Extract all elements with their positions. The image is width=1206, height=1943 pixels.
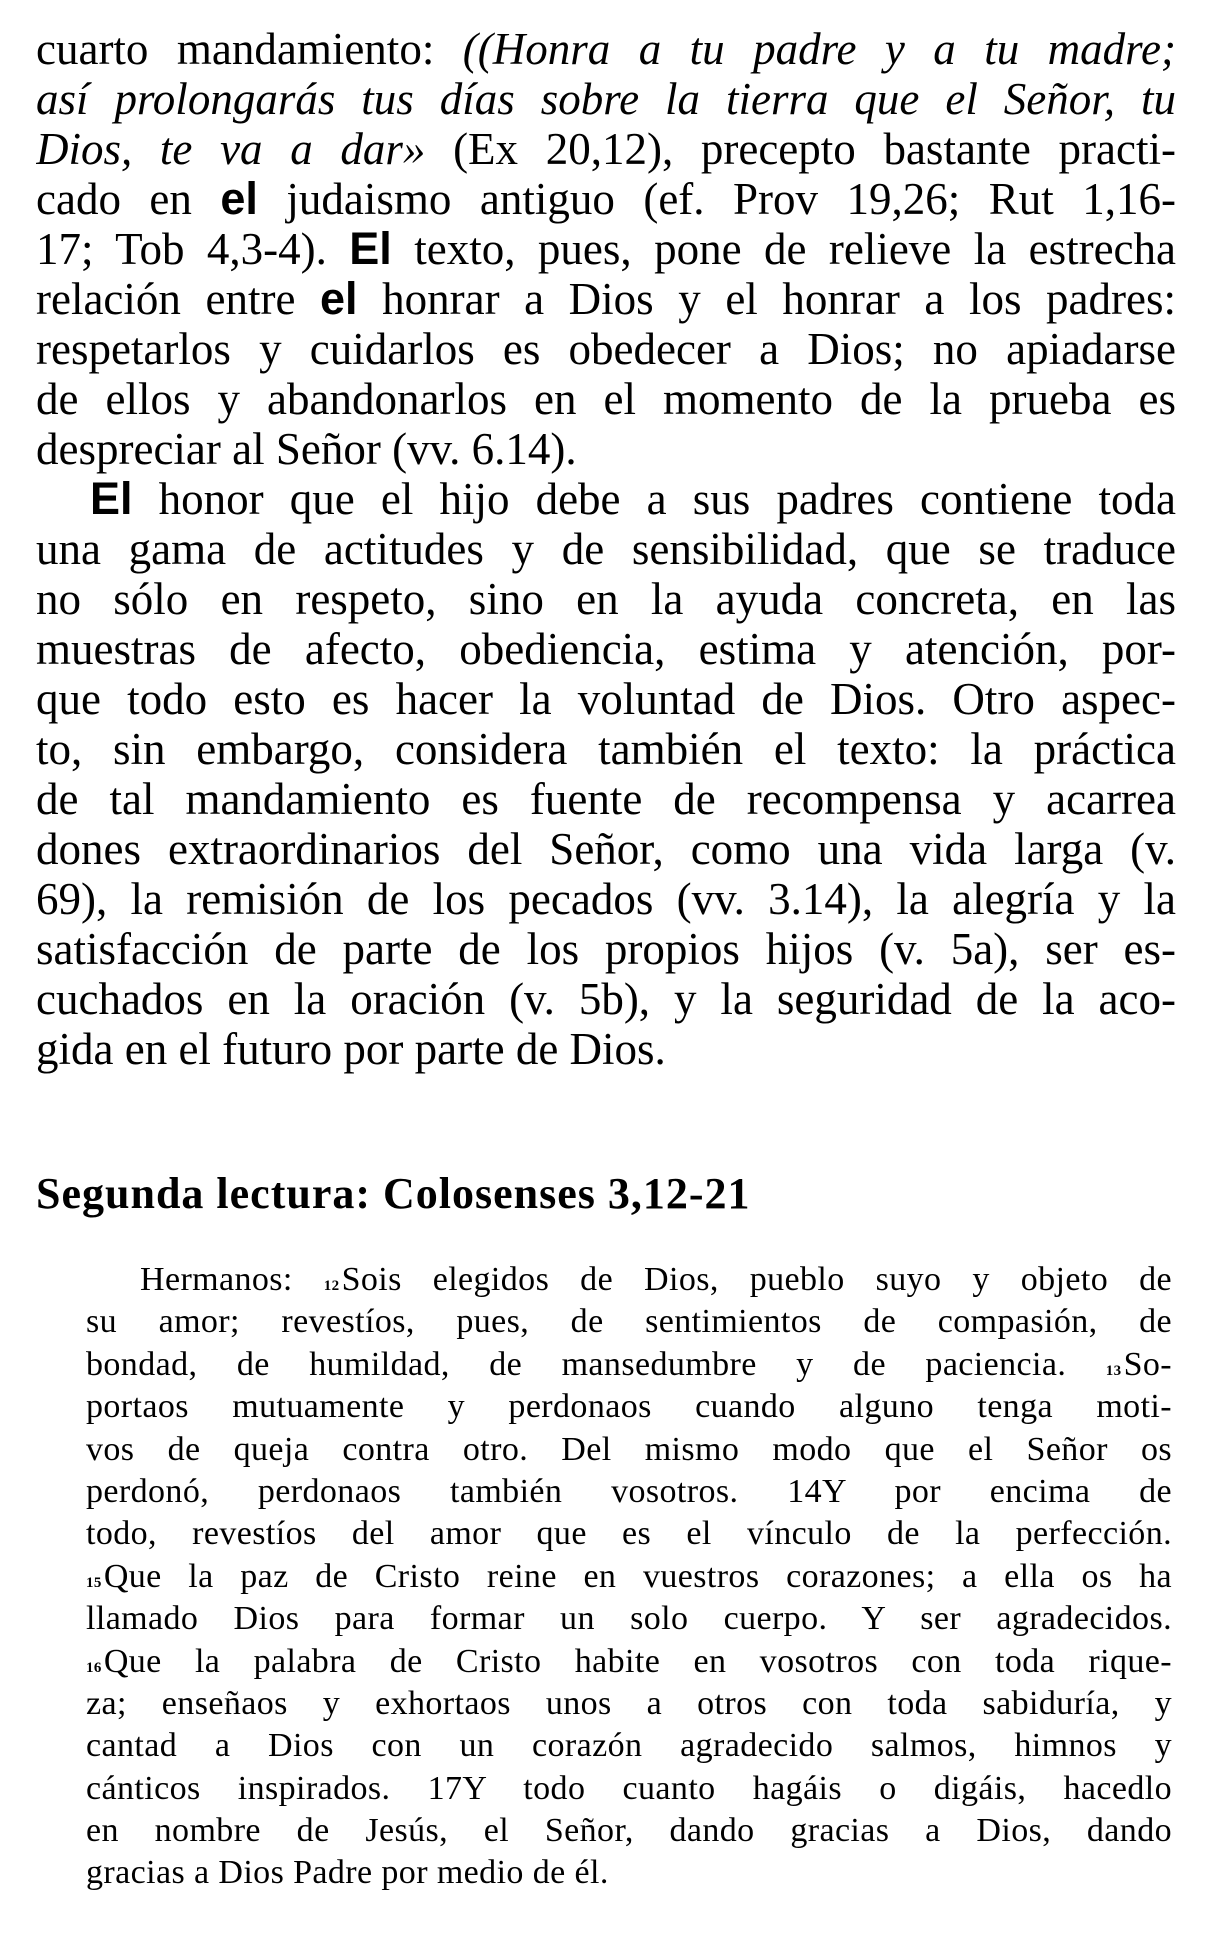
text-line: relación entre el honrar a Dios y el honrar a los padres:: [36, 274, 1176, 324]
verse-number: 15: [86, 1574, 102, 1591]
text-line: respetarlos y cuidarlos es obedecer a Dios; no apiadarse: [36, 324, 1176, 374]
text-line: 17; Tob 4,3-4). El texto, pues, pone de relieve la estrecha: [36, 224, 1176, 274]
text-line: despreciar al Señor (vv. 6.14).: [36, 424, 577, 474]
text-line: en nombre de Jesús, el Señor, dando gracias a Dios, dando: [86, 1812, 1172, 1850]
text-line: muestras de afecto, obediencia, estima y atención, por-: [36, 624, 1176, 674]
text-line: cánticos inspirados. 17Y todo cuanto hagáis o digáis, hacedlo: [86, 1769, 1172, 1807]
text-line: Hermanos: 12Sois elegidos de Dios, pueblo suyo y objeto de: [140, 1261, 1172, 1298]
text-line: dones extraordinarios del Señor, como una vida larga (v.: [36, 824, 1176, 874]
reading-text: [86, 1259, 1172, 1895]
text-line: Dios, te va a dar» (Ex 20,12), precepto bastante practi-: [36, 124, 1176, 174]
text-line: 16Que la palabra de Cristo habite en vosotros con toda rique-: [86, 1642, 1172, 1680]
text-line: que todo esto es hacer la voluntad de Dios. Otro aspec-: [36, 674, 1176, 724]
verse-number: 13: [1105, 1362, 1122, 1379]
text-line: todo, revestíos del amor que es el vínculo de la perfección.: [86, 1515, 1172, 1553]
text-line: así prolongarás tus días sobre la tierra que el Señor, tu: [36, 74, 1176, 124]
text-line: portaos mutuamente y perdonaos cuando alguno tenga moti-: [86, 1388, 1172, 1426]
text-line: una gama de actitudes y de sensibilidad, que se traduce: [36, 524, 1176, 574]
section-heading: Segunda lectura: Colosenses 3,12-21: [36, 1169, 751, 1218]
text-line: de ellos y abandonarlos en el momento de la prueba es: [36, 374, 1176, 424]
text-line: to, sin embargo, considera también el texto: la práctica: [36, 724, 1176, 774]
text-line: gracias a Dios Padre por medio de él.: [86, 1854, 609, 1892]
text-line: El honor que el hijo debe a sus padres contiene toda: [90, 474, 1176, 524]
text-line: satisfacción de parte de los propios hijos (v. 5a), ser es-: [36, 924, 1176, 974]
text-line: perdonó, perdonaos también vosotros. 14Y por encima de: [86, 1472, 1172, 1510]
text-line: cantad a Dios con un corazón agradecido salmos, himnos y: [86, 1727, 1172, 1765]
text-line: bondad, de humildad, de mansedumbre y de paciencia. 13So-: [86, 1345, 1172, 1383]
text-line: su amor; revestíos, pues, de sentimientos de compasión, de: [86, 1303, 1172, 1341]
text-line: gida en el futuro por parte de Dios.: [36, 1024, 666, 1074]
text-line: za; enseñaos y exhortaos unos a otros con toda sabiduría, y: [86, 1684, 1172, 1722]
text-line: cado en el judaismo antiguo (ef. Prov 19,26; Rut 1,16-: [36, 174, 1176, 224]
text-line: vos de queja contra otro. Del mismo modo que el Señor os: [86, 1430, 1172, 1468]
text-line: llamado Dios para formar un solo cuerpo. Y ser agradecidos.: [86, 1600, 1172, 1638]
text-line: 15Que la paz de Cristo reine en vuestros corazones; a ella os ha: [86, 1557, 1172, 1595]
text-line: cuarto mandamiento: ((Honra a tu padre y a tu madre;: [36, 24, 1176, 74]
text-line: cuchados en la oración (v. 5b), y la seguridad de la aco-: [36, 974, 1176, 1024]
verse-number: 12: [323, 1278, 340, 1294]
text-line: de tal mandamiento es fuente de recompensa y acarrea: [36, 774, 1176, 824]
text-line: no sólo en respeto, sino en la ayuda concreta, en las: [36, 574, 1176, 624]
commentary-text: [36, 24, 1176, 1074]
verse-number: 16: [86, 1659, 102, 1676]
text-line: 69), la remisión de los pecados (vv. 3.14), la alegría y la: [36, 874, 1176, 924]
